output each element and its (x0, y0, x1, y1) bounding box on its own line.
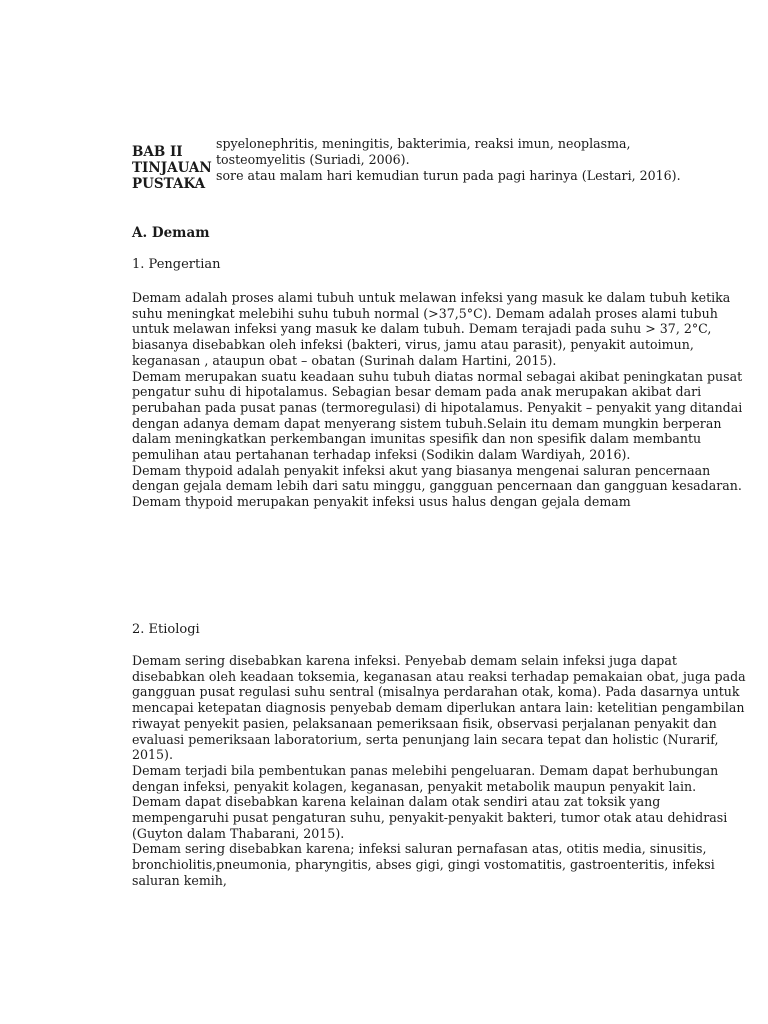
text-line: Demam terjadi bila pembentukan panas melebihi pengeluaran. Demam dapat berhubungan (132, 762, 719, 778)
text-line: bronchiolitis,pneumonia, pharyngitis, abses gigi, gingi vostomatitis, gastroenteritis, infeksi (132, 857, 715, 873)
text-line: saluran kemih, (132, 872, 227, 888)
text-line: biasanya disebabkan oleh infeksi (bakteri, virus, jamu atau parasit), penyakit autoimun, (132, 337, 694, 353)
text-line: dengan adanya demam dapat menyerang sistem tubuh.Selain itu demam mungkin berperan (132, 415, 722, 431)
text-line: dalam meningkatkan perkembangan imunitas spesifik dan non spesifik dalam membantu (132, 431, 702, 447)
subheading-etiologi: 2. Etiologi (132, 622, 200, 637)
overflow-text-block (216, 136, 716, 184)
chapter-title (132, 144, 214, 192)
text-line: Demam sering disebabkan karena infeksi. Penyebab demam selain infeksi juga dapat (132, 653, 677, 668)
overflow-text-line: sore atau malam hari kemudian turun pada pagi harinya (Lestari, 2016). (216, 168, 681, 183)
text-line: 2015). (132, 747, 173, 763)
text-line: disebabkan oleh keadaan toksemia, keganasan atau reaksi terhadap pemakaian obat, juga pada (132, 668, 746, 684)
text-line: riwayat penyekit pasien, pelaksanaan pemeriksaan fisik, observasi perjalanan penyakit dan (132, 715, 717, 731)
text-line: Demam sering disebabkan karena; infeksi saluran pernafasan atas, otitis media, sinusitis, (132, 841, 707, 857)
text-line: (Guyton dalam Thabarani, 2015). (132, 825, 345, 841)
pengertian-paragraphs (132, 290, 743, 510)
section-heading-demam: A. Demam (132, 225, 210, 241)
chapter-title-line: BAB II (132, 144, 183, 160)
etiologi-paragraphs (132, 653, 746, 889)
text-line: Demam thypoid adalah penyakit infeksi akut yang biasanya mengenai saluran pencernaan (132, 462, 711, 478)
text-line: pengatur suhu di hipotalamus. Sebagian besar demam pada anak merupakan akibat dari (132, 384, 702, 400)
chapter-title-line: PUSTAKA (132, 176, 206, 192)
text-line: Demam adalah proses alami tubuh untuk melawan infeksi yang masuk ke dalam tubuh ketika (132, 290, 731, 305)
text-line: Demam merupakan suatu keadaan suhu tubuh diatas normal sebagai akibat peningkatan pusat (132, 368, 743, 384)
text-line: gangguan pusat regulasi suhu sentral (misalnya perdarahan otak, koma). Pada dasarnya untuk (132, 684, 740, 700)
text-line: Demam thypoid merupakan penyakit infeksi usus halus dengan gejala demam (132, 494, 631, 510)
text-line: mempengaruhi pusat pengaturan suhu, penyakit-penyakit bakteri, tumor otak atau dehidrasi (132, 810, 728, 826)
text-line: untuk melawan infeksi yang masuk ke dalam tubuh. Demam terajadi pada suhu > 37, 2°C, (132, 321, 712, 337)
text-line: dengan infeksi, penyakit kolagen, keganasan, penyakit metabolik maupun penyakit lain. (132, 778, 697, 794)
overflow-text-line: tosteomyelitis (Suriadi, 2006). (216, 152, 410, 167)
text-line: keganasan , ataupun obat – obatan (Surinah dalam Hartini, 2015). (132, 352, 557, 368)
text-line: Demam dapat disebabkan karena kelainan dalam otak sendiri atau zat toksik yang (132, 794, 661, 810)
text-line: pemulihan atau pertahanan terhadap infeksi (Sodikin dalam Wardiyah, 2016). (132, 447, 631, 463)
text-line: suhu meningkat melebihi suhu tubuh normal (>37,5°C). Demam adalah proses alami tubuh (132, 305, 718, 321)
text-line: dengan gejala demam lebih dari satu minggu, gangguan pencernaan dan gangguan kesadaran. (132, 478, 742, 494)
text-line: mencapai ketepatan diagnosis penyebab demam diperlukan antara lain: ketelitian pengambilan (132, 700, 745, 716)
chapter-title-line: TINJAUAN (132, 160, 212, 176)
overflow-text-line: spyelonephritis, meningitis, bakterimia, reaksi imun, neoplasma, (216, 136, 631, 151)
text-line: evaluasi pemeriksaan laboratorium, serta penunjang lain secara tepat dan holistic (Nurarif, (132, 731, 719, 747)
subheading-pengertian: 1. Pengertian (132, 257, 221, 272)
text-line: perubahan pada pusat panas (termoregulasi) di hipotalamus. Penyakit – penyakit yang ditandai (132, 399, 743, 415)
